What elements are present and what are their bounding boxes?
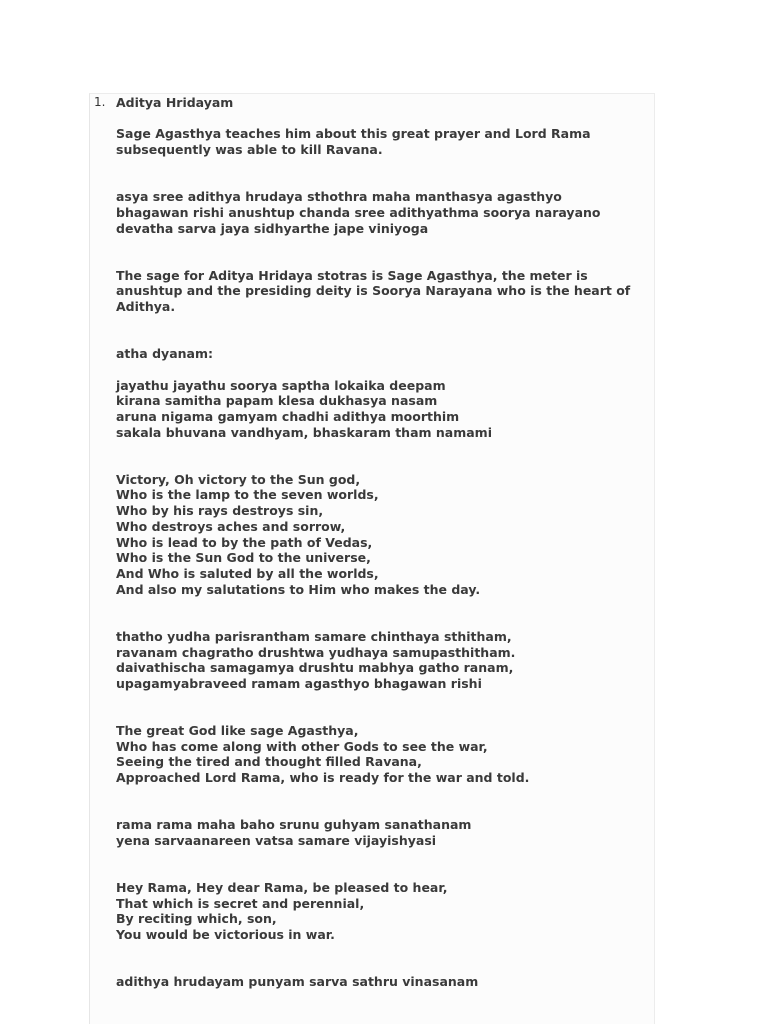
intro-paragraph: Sage Agasthya teaches him about this great prayer and Lord Rama subsequently was able to kill Ravana. [116, 126, 591, 158]
document-page [89, 93, 655, 1024]
list-item-number: 1. [94, 95, 106, 109]
translation-invocation: The sage for Aditya Hridaya stotras is Sage Agasthya, the meter is anushtup and the presiding deity is Soorya Narayana who is the heart of Adithya. [116, 267, 631, 315]
verse-invocation: asya sree adithya hrudaya sthothra maha manthasya agasthyo bhagawan rishi anushtup chanda sree adithyathma soorya narayano devatha sarva jaya sidhyarthe jape viniyoga [116, 189, 601, 236]
verse-3: rama rama maha baho srunu guhyam sanathanam yena sarvaanareen vatsa samare vijayishyasi [116, 817, 472, 848]
dhyanam-heading: atha dyanam: [116, 346, 213, 362]
verse-dhyanam: jayathu jayathu soorya saptha lokaika deepam kirana samitha papam klesa dukhasya nasam aruna nigama gamyam chadhi adithya moorthim sakala bhuvana vandhyam, bhaskaram tham namami [116, 377, 492, 440]
translation-1-2: The great God like sage Agasthya, Who has come along with other Gods to see the war, Seeing the tired and thought filled Ravana, Approached Lord Rama, who is ready for the war and told. [116, 723, 530, 786]
verse-4: adithya hrudayam punyam sarva sathru vinasanam [116, 974, 479, 990]
translation-dhyanam: Victory, Oh victory to the Sun god, Who is the lamp to the seven worlds, Who by his rays destroys sin, Who destroys aches and sorrow, Who is lead to by the path of Vedas, Who is the Sun God to the universe, And Who is saluted by all the worlds, And also my salutations to Him who makes the day. [116, 471, 481, 597]
translation-3: Hey Rama, Hey dear Rama, be pleased to hear, That which is secret and perennial, By reciting which, son, You would be victorious in war. [116, 880, 448, 943]
item-title: Aditya Hridayam [116, 95, 234, 110]
verse-1-2: thatho yudha parisrantham samare chinthaya sthitham, ravanam chagratho drushtwa yudhaya samupasthitham. daivathischa samagamya drushtu mabhya gatho ranam, upagamyabraveed ramam agasthyo bhagawan rishi [116, 628, 516, 691]
list-item-content [116, 95, 652, 990]
